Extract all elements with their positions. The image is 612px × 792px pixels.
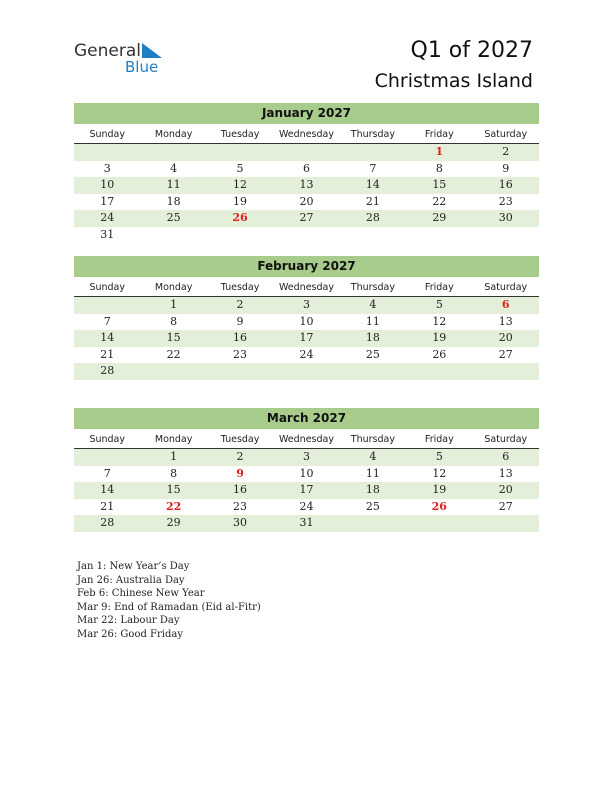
day-name: Thursday <box>350 129 395 140</box>
day-cell: 19 <box>432 331 447 344</box>
holiday-note: Mar 26: Good Friday <box>77 628 183 640</box>
week-row <box>74 347 539 364</box>
day-name: Sunday <box>89 434 125 445</box>
day-cell: 26 <box>431 499 447 513</box>
day-cell: 25 <box>365 347 380 361</box>
day-name: Monday <box>154 129 193 140</box>
day-cell <box>140 144 206 161</box>
day-cell <box>473 227 539 244</box>
day-cell: 11 <box>365 466 380 480</box>
day-cell: 4 <box>369 298 377 311</box>
day-cell: 26 <box>232 211 248 224</box>
day-cell <box>74 144 140 161</box>
day-cell: 18 <box>365 331 380 344</box>
day-names-row <box>74 431 539 449</box>
month-header: February 2027 <box>74 256 539 277</box>
day-cell: 28 <box>100 364 115 377</box>
week-row <box>74 297 539 314</box>
week-row <box>74 330 539 347</box>
logo <box>74 41 174 77</box>
day-name: Tuesday <box>220 282 260 293</box>
day-cell: 21 <box>365 194 380 208</box>
day-name: Thursday <box>350 434 395 445</box>
day-cell: 17 <box>299 483 314 496</box>
day-cell: 23 <box>233 499 248 513</box>
day-cell: 10 <box>100 178 115 191</box>
day-name: Wednesday <box>278 434 334 445</box>
day-cell <box>207 363 273 380</box>
day-cell: 24 <box>299 499 314 513</box>
week-row <box>74 515 539 532</box>
page-subtitle: Christmas Island <box>374 70 533 92</box>
day-cell: 6 <box>502 450 510 463</box>
holiday-note: Jan 26: Australia Day <box>77 574 185 586</box>
day-cell: 5 <box>435 450 443 463</box>
day-cell <box>74 449 140 466</box>
day-cell <box>340 227 406 244</box>
week-row <box>74 177 539 194</box>
day-cell: 26 <box>432 347 447 361</box>
day-cell: 15 <box>432 178 447 191</box>
day-cell <box>473 515 539 532</box>
day-cell: 27 <box>498 347 513 361</box>
day-name: Saturday <box>484 434 528 445</box>
weeks <box>74 297 539 380</box>
day-cell: 8 <box>435 161 443 175</box>
day-name: Friday <box>424 282 454 293</box>
day-cell: 22 <box>165 499 182 513</box>
holiday-note: Mar 22: Labour Day <box>77 615 180 626</box>
week-row <box>74 499 539 516</box>
day-cell: 11 <box>166 178 181 191</box>
day-cell: 21 <box>100 347 115 361</box>
day-cell: 30 <box>233 516 248 529</box>
day-cell <box>406 515 472 532</box>
day-cell: 9 <box>502 161 510 175</box>
day-cell: 9 <box>236 314 244 328</box>
day-cell: 17 <box>100 194 115 208</box>
week-row <box>74 161 539 178</box>
day-cell: 22 <box>432 194 447 208</box>
day-name: Thursday <box>350 282 395 293</box>
day-cell: 2 <box>236 298 244 311</box>
day-name: Tuesday <box>220 129 260 140</box>
day-cell <box>340 515 406 532</box>
day-cell <box>473 363 539 380</box>
day-cell: 14 <box>365 178 380 191</box>
day-cell: 13 <box>299 178 314 191</box>
month-march <box>74 408 539 532</box>
logo-flag-icon <box>142 43 162 58</box>
day-cell <box>340 363 406 380</box>
week-row <box>74 466 539 483</box>
week-row <box>74 314 539 331</box>
day-cell: 31 <box>299 516 314 529</box>
day-name: Monday <box>154 434 193 445</box>
day-cell <box>406 363 472 380</box>
day-name: Tuesday <box>220 434 260 445</box>
day-cell: 7 <box>103 466 111 480</box>
day-cell: 11 <box>365 314 380 328</box>
week-row <box>74 227 539 244</box>
day-name: Sunday <box>89 129 125 140</box>
day-name: Friday <box>424 129 454 140</box>
day-cell: 14 <box>100 331 115 344</box>
day-cell: 1 <box>170 450 178 463</box>
day-name: Saturday <box>484 129 528 140</box>
day-cell <box>273 144 339 161</box>
day-cell: 27 <box>498 499 513 513</box>
day-cell: 25 <box>166 211 181 224</box>
day-cell: 14 <box>100 483 115 496</box>
day-cell <box>207 227 273 244</box>
day-cell: 19 <box>432 483 447 496</box>
day-cell: 16 <box>498 178 513 191</box>
day-cell: 24 <box>100 211 115 224</box>
day-cell: 23 <box>498 194 513 208</box>
month-february <box>74 256 539 380</box>
day-cell: 28 <box>100 516 115 529</box>
day-cell <box>406 227 472 244</box>
day-cell: 3 <box>302 298 310 311</box>
day-cell: 22 <box>166 347 181 361</box>
week-row <box>74 210 539 227</box>
month-header: January 2027 <box>74 103 539 124</box>
logo-general-text: General <box>74 41 141 61</box>
day-cell: 30 <box>498 211 513 224</box>
holiday-notes <box>77 560 261 641</box>
day-cell: 12 <box>233 178 248 191</box>
day-cell: 18 <box>166 194 181 208</box>
day-name: Saturday <box>484 282 528 293</box>
day-cell: 15 <box>166 483 181 496</box>
day-cell: 17 <box>299 331 314 344</box>
day-cell: 12 <box>432 314 447 328</box>
day-name: Wednesday <box>278 282 334 293</box>
day-cell: 12 <box>432 466 447 480</box>
day-cell: 2 <box>502 145 510 158</box>
weeks <box>74 449 539 532</box>
day-cell: 8 <box>170 314 178 328</box>
day-cell: 4 <box>170 161 178 175</box>
day-cell: 24 <box>299 347 314 361</box>
day-cell: 10 <box>299 314 314 328</box>
week-row <box>74 144 539 161</box>
day-cell: 28 <box>365 211 380 224</box>
day-cell: 31 <box>100 227 115 241</box>
day-cell: 13 <box>498 466 513 480</box>
day-cell: 10 <box>299 466 314 480</box>
day-names-row <box>74 279 539 297</box>
day-cell: 6 <box>501 298 510 311</box>
week-row <box>74 194 539 211</box>
week-row <box>74 449 539 466</box>
day-cell <box>207 144 273 161</box>
month-header: March 2027 <box>74 408 539 429</box>
day-name: Wednesday <box>278 129 334 140</box>
day-cell: 3 <box>302 450 310 463</box>
day-cell: 15 <box>166 331 181 344</box>
day-cell: 29 <box>166 516 181 529</box>
weeks <box>74 144 539 243</box>
day-cell: 5 <box>236 161 244 175</box>
day-cell: 2 <box>236 450 244 463</box>
day-cell: 20 <box>299 194 314 208</box>
day-cell: 20 <box>498 483 513 496</box>
day-cell <box>340 144 406 161</box>
day-cell: 16 <box>233 331 248 344</box>
day-name: Monday <box>154 282 193 293</box>
logo-blue-text: Blue <box>125 58 159 76</box>
day-cell: 9 <box>236 466 244 480</box>
day-cell: 7 <box>103 314 111 328</box>
day-cell <box>140 227 206 244</box>
holiday-note: Mar 9: End of Ramadan (Eid al-Fitr) <box>77 601 261 613</box>
day-cell: 13 <box>498 314 513 328</box>
day-name: Friday <box>424 434 454 445</box>
page-title: Q1 of 2027 <box>410 38 533 63</box>
holiday-note: Feb 6: Chinese New Year <box>77 588 205 599</box>
day-cell: 19 <box>233 194 248 208</box>
day-cell: 16 <box>233 483 248 496</box>
day-cell <box>140 363 206 380</box>
day-cell: 21 <box>100 499 115 513</box>
day-cell: 29 <box>432 211 447 224</box>
day-cell: 4 <box>369 450 377 463</box>
day-cell: 23 <box>233 347 248 361</box>
week-row <box>74 482 539 499</box>
day-cell: 1 <box>170 298 178 311</box>
day-cell: 1 <box>435 145 444 158</box>
day-cell <box>273 227 339 244</box>
day-cell <box>273 363 339 380</box>
day-cell: 20 <box>498 331 513 344</box>
holiday-note: Jan 1: New Year’s Day <box>77 561 190 572</box>
day-names-row <box>74 126 539 144</box>
week-row <box>74 363 539 380</box>
day-name: Sunday <box>89 282 125 293</box>
day-cell: 25 <box>365 499 380 513</box>
day-cell: 5 <box>435 298 443 311</box>
day-cell: 18 <box>365 483 380 496</box>
day-cell: 3 <box>103 161 111 175</box>
day-cell <box>74 297 140 314</box>
day-cell: 27 <box>299 211 314 224</box>
day-cell: 6 <box>302 161 310 175</box>
day-cell: 7 <box>369 161 377 175</box>
month-january <box>74 103 539 243</box>
day-cell: 8 <box>170 466 178 480</box>
